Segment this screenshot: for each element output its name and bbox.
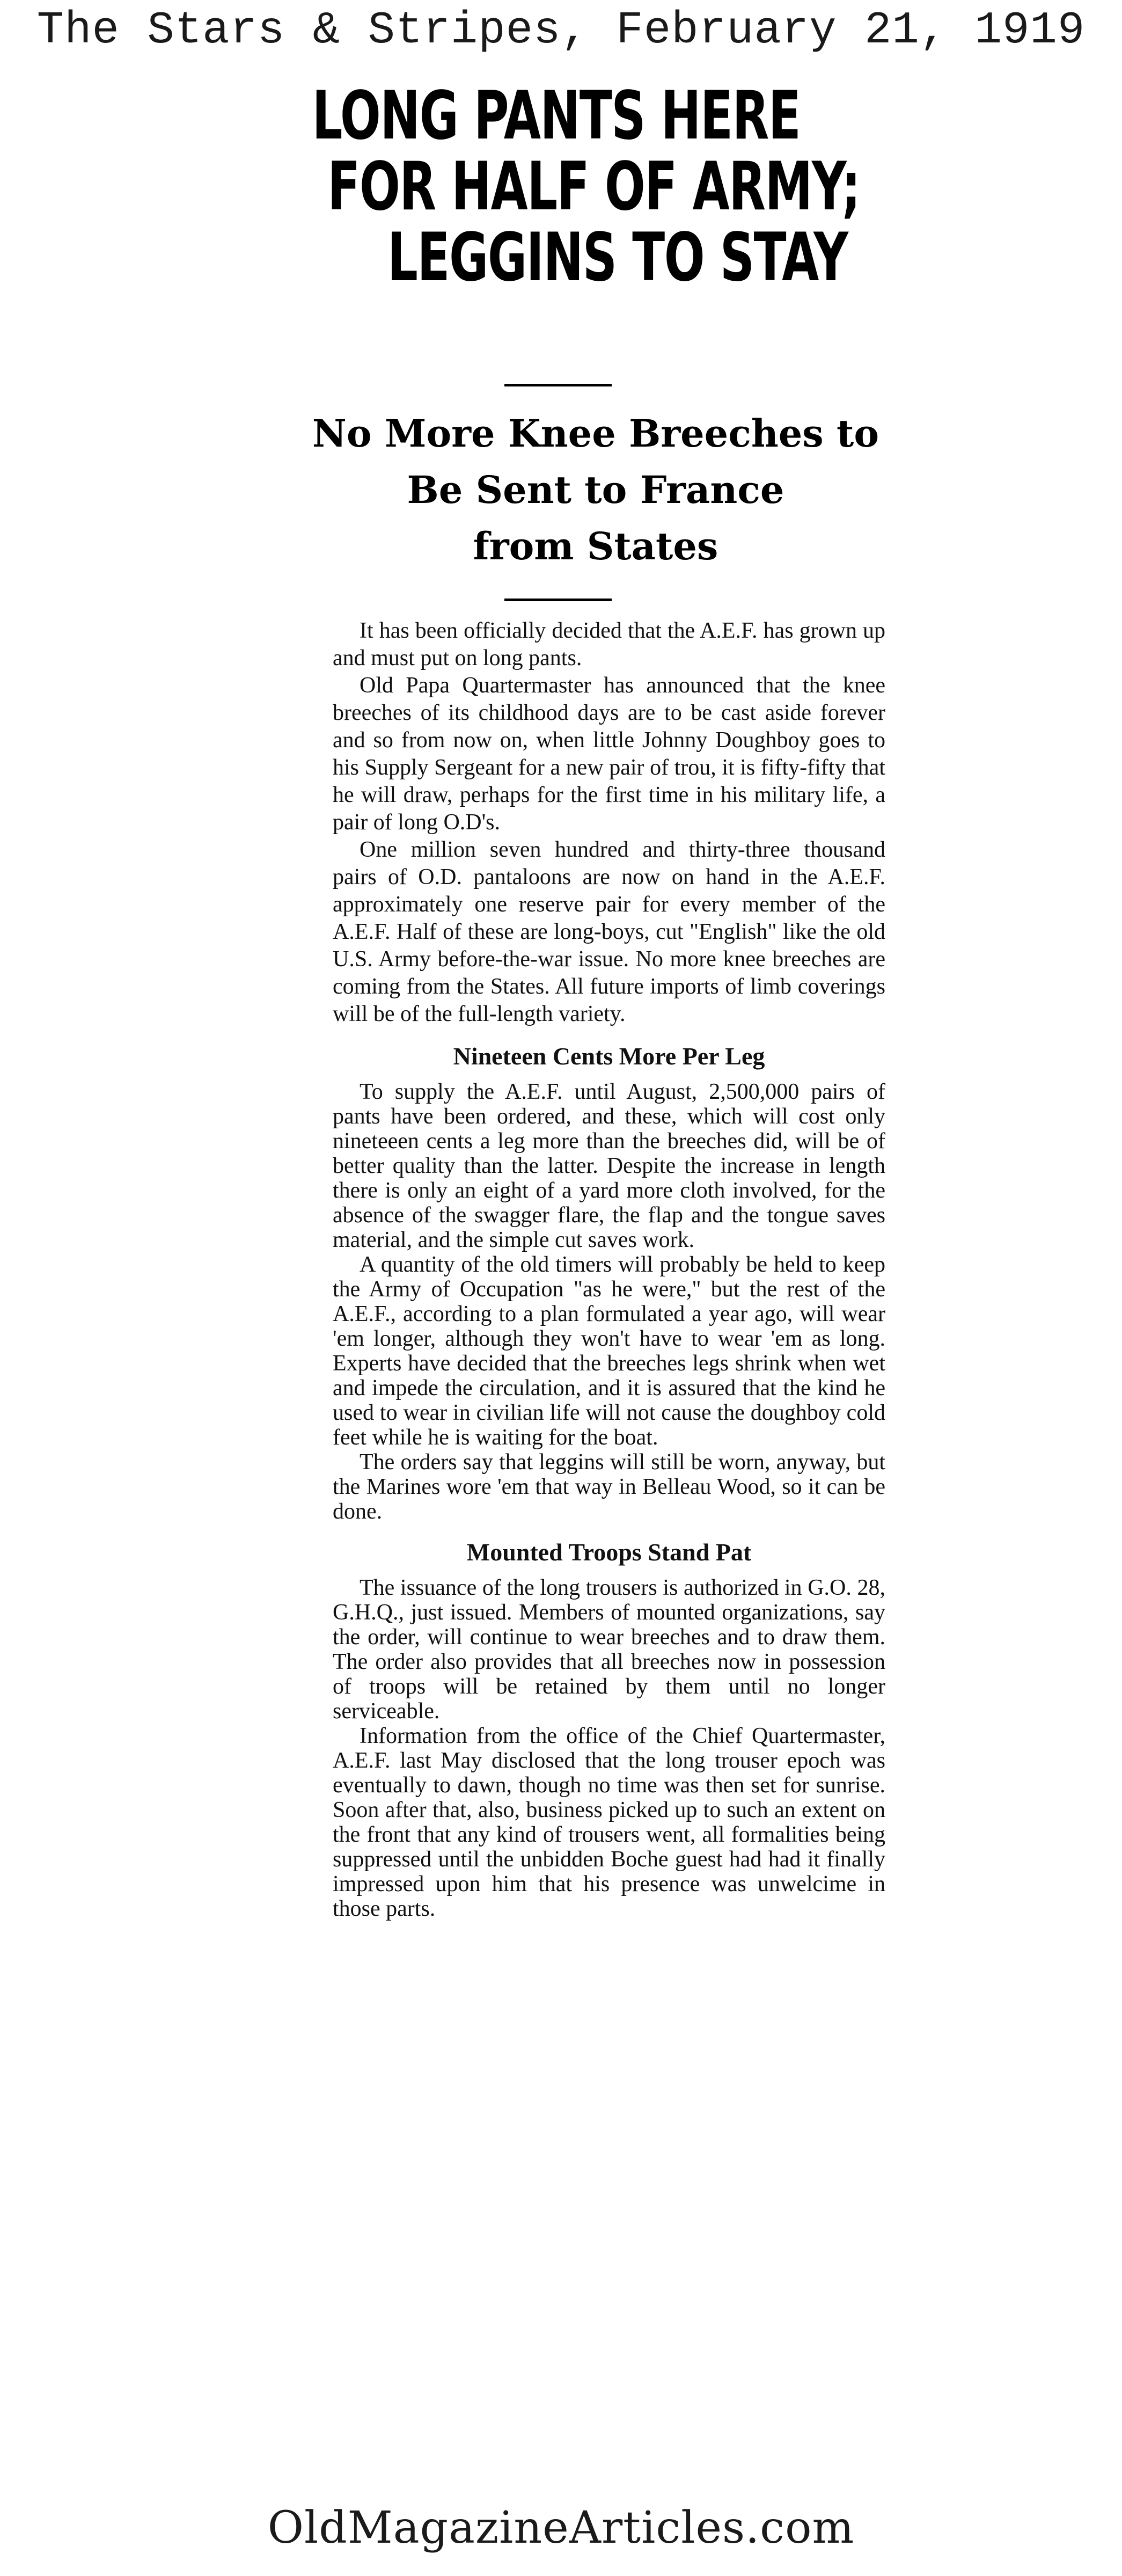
- deck-line-2: Be Sent to France: [407, 468, 784, 512]
- source-footer: OldMagazineArticles.com: [267, 2502, 855, 2553]
- section-subhead-mounted-troops: Mounted Troops Stand Pat: [466, 1538, 752, 1566]
- subheadline-deck: [300, 405, 891, 574]
- divider-rule-bottom: [504, 599, 612, 601]
- article-paragraph: A quantity of the old timers will probably be held to keep the Army of Occupation "as he were," but the rest of the A.E.F., according to a plan formulated a year ago, will wear 'em longer, although they won't have to wear 'em as long. Experts have decided that the breeches legs shrink when wet and impede the circulation, and it is assured that the kind he used to wear in civilian life will not cause the doughboy cold feet while he is waiting for the boat.: [333, 1252, 885, 1450]
- headline: [300, 77, 860, 296]
- article-paragraph: Old Papa Quartermaster has announced that the knee breeches of its childhood days are to be cast aside forever and so from now on, when little Johnny Doughboy goes to his Supply Sergeant for a new pair of trou, it is fifty-fifty that he will draw, perhaps for the first time in his military life, a pair of long O.D's.: [333, 673, 885, 835]
- section-subhead-nineteen-cents: Nineteen Cents More Per Leg: [453, 1042, 765, 1070]
- deck-line-1: No More Knee Breeches to: [312, 411, 879, 456]
- headline-line-1: LONG PANTS HERE: [312, 77, 801, 155]
- masthead: The Stars & Stripes, February 21, 1919: [36, 5, 1086, 56]
- divider-rule-top: [504, 384, 612, 386]
- article-body: [333, 617, 885, 1921]
- article-paragraph: The issuance of the long trousers is authorized in G.O. 28, G.H.Q., just issued. Members of mounted organizations, say the order, will continue to wear breeches and to draw them. The order also provides that all breeches now in possession of troops will be retained by them until no longer serviceable.: [333, 1575, 885, 1724]
- headline-line-2: FOR HALF OF ARMY;: [327, 148, 860, 225]
- deck-line-3: from States: [473, 524, 718, 568]
- article-paragraph: Information from the office of the Chief Quartermaster, A.E.F. last May disclosed that the long trouser epoch was eventually to dawn, though no time was then set for sunrise. Soon after that, also, business picked up to such an extent on the front that any kind of trousers went, all formalities being suppressed until the unbidden Boche guest had had it finally impressed upon him that his presence was unwelcime in those parts.: [333, 1724, 885, 1921]
- article-paragraph: To supply the A.E.F. until August, 2,500,000 pairs of pants have been ordered, and these, which will cost only nineteeen cents a leg more than the breeches did, will be of better quality than the latter. Despite the increase in length there is only an eight of a yard more cloth involved, for the absence of the swagger flare, the flap and the tongue saves material, and the simple cut saves work.: [333, 1079, 885, 1252]
- article-paragraph: It has been officially decided that the A.E.F. has grown up and must put on long pants.: [333, 618, 885, 670]
- headline-line-3: LEGGINS TO STAY: [387, 219, 848, 296]
- article-paragraph: One million seven hundred and thirty-three thousand pairs of O.D. pantaloons are now on hand in the A.E.F. approximately one reserve pair for every member of the A.E.F. Half of these are long-boys, cut "English" like the old U.S. Army before-the-war issue. No more knee breeches are coming from the States. All future imports of limb coverings will be of the full-length variety.: [333, 837, 885, 1026]
- article-paragraph: The orders say that leggins will still be worn, anyway, but the Marines wore 'em that way in Belleau Wood, so it can be done.: [333, 1450, 885, 1524]
